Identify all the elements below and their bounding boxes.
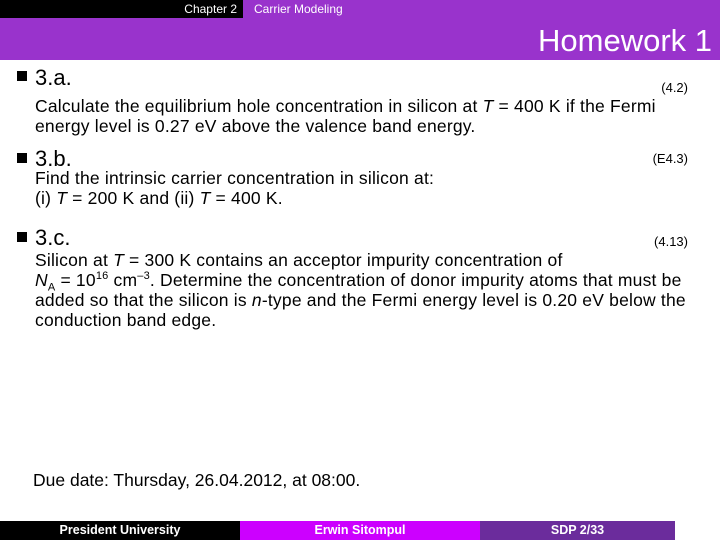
item-text-3b-line1: Find the intrinsic carrier concentration in silicon at: [35,168,435,188]
bullet-square-icon [17,232,27,242]
chapter-label: Chapter 2 [0,0,243,18]
item-label-3c: 3.c. [35,225,71,250]
footer-author: Erwin Sitompul [240,521,480,540]
item-text-3c: Silicon at T = 300 K contains an acceptor impurity concentration of $N_A = 10^{16}$ $cm^{-3}$. Determine the concentration of donor impurity atoms that must be added so that the silicon is n-type and the Fermi energy level is 0.20 eV below the conduction band edge. [35,250,686,330]
footer-page: SDP 2/33 [480,521,675,540]
item-ref-3b: (E4.3) [652,151,688,166]
item-text-3b-line2: (i) T = 200 K and (ii) T = 400 K. [35,188,283,208]
bullet-square-icon [17,71,27,81]
footer-end-block [675,521,720,540]
item-ref-3c: (4.13) [654,234,688,249]
item-text-3a: Calculate the equilibrium hole concentration in silicon at T = 400 K if the Fermi energy level is 0.27 eV above the valence band energy. [35,96,656,136]
due-date: Due date: Thursday, 26.04.2012, at 08:00. [33,470,361,490]
item-label-3a: 3.a. [35,65,72,90]
bullet-square-icon [17,153,27,163]
slide-title: Homework 1 [538,23,712,58]
footer-university: President University [0,521,240,540]
item-text-3b [35,168,705,208]
item-ref-3a: (4.2) [661,80,688,95]
item-label-3b: 3.b. [35,146,72,171]
chapter-title: Carrier Modeling [254,2,343,16]
